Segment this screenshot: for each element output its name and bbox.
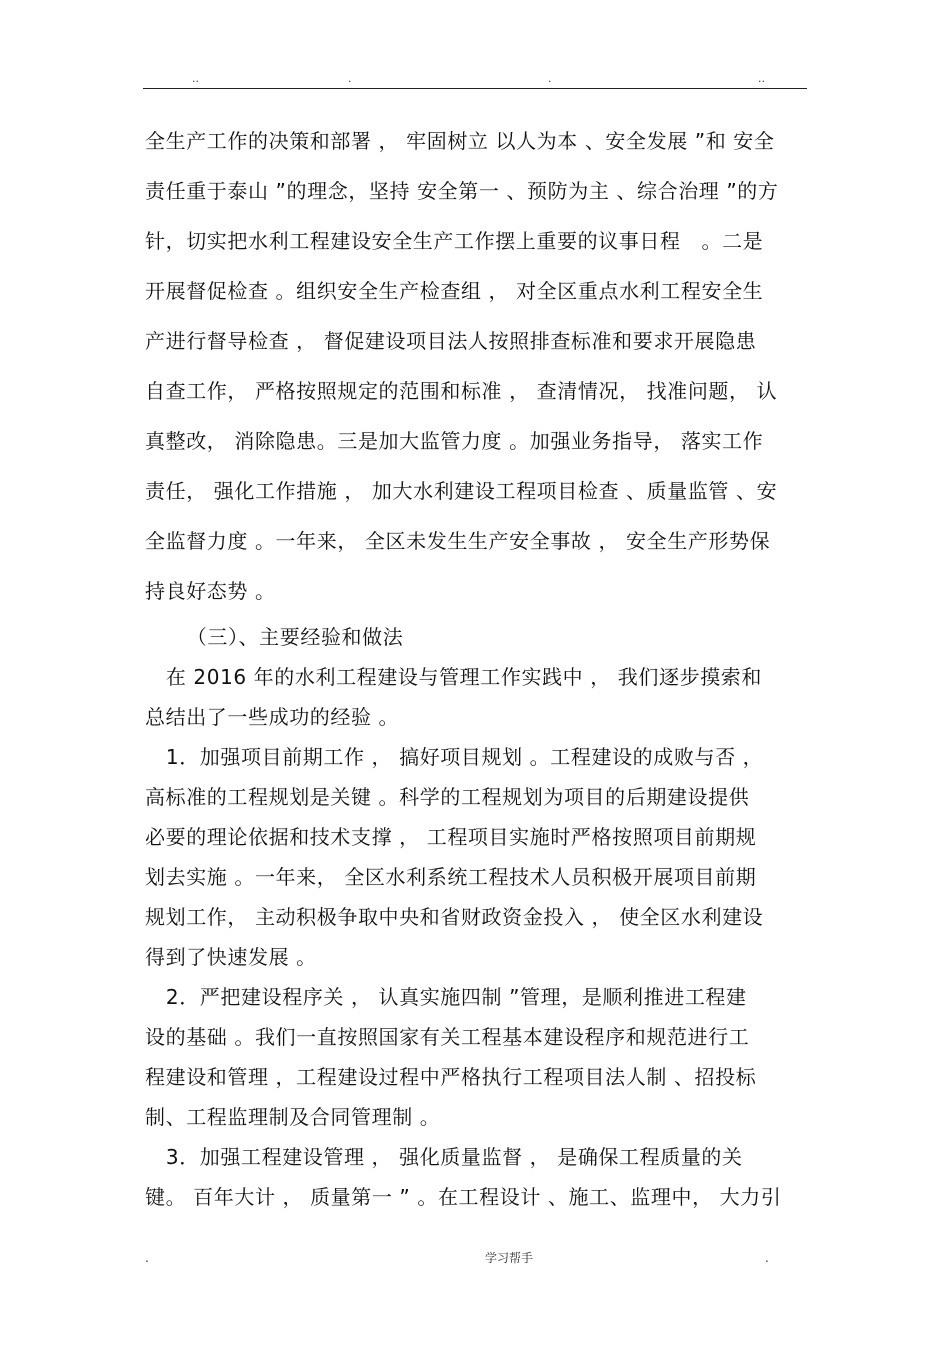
text-line: 必要的理论依据和技术支撑 ， 工程项目实施时严格按照项目前期规 [145, 825, 757, 849]
document-body [145, 120, 805, 1210]
text-line: 得到了快速发展 。 [145, 945, 317, 969]
text-line: 程建设和管理 ，工程建设过程中严格执行工程项目法人制 、招投标 [145, 1065, 757, 1089]
section-heading: （三）、主要经验和做法 [145, 625, 404, 649]
text-line: 全监督力度 。一年来， 全区未发生生产安全事故 ， 安全生产形势保 [145, 529, 771, 553]
text-line: 产进行督导检查 ， 督促建设项目法人按照排查标准和要求开展隐患 [145, 329, 757, 353]
text-line: 责任， 强化工作措施 ， 加大水利建设工程项目检查 、质量监管 、安 [145, 479, 778, 503]
text-line: 在 2016 年的水利工程建设与管理工作实践中 ， 我们逐步摸索和 [145, 665, 762, 689]
text-line: 持良好态势 。 [145, 579, 276, 603]
text-line: 针，切实把水利工程建设安全生产工作摆上重要的议事日程 。二是 [145, 229, 764, 253]
page-header [0, 72, 950, 86]
text-line: 责任重于泰山 ”的理念，坚持 安全第一 、预防为主 、综合治理 ”的方 [145, 179, 779, 203]
text-line: 2．严把建设程序关 ， 认真实施四制 ”管理，是顺利推进工程建 [145, 985, 747, 1009]
footer-label: 学习帮手 [485, 1251, 534, 1265]
header-divider [143, 88, 807, 89]
text-line: 设的基础 。我们一直按照国家有关工程基本建设程序和规范进行工 [145, 1025, 750, 1049]
text-line: 制、工程监理制及合同管理制 。 [145, 1105, 441, 1129]
text-line: 键。 百年大计 ， 质量第一 ” 。在工程设计 、施工、监理中， 大力引 [145, 1185, 782, 1209]
text-line: 开展督促检查 。组织安全生产检查组 ， 对全区重点水利工程安全生 [145, 279, 764, 303]
footer-right-mark: . [765, 1251, 769, 1265]
header-mark-4: .. [758, 72, 765, 85]
text-line: 1．加强项目前期工作 ， 搞好项目规划 。工程建设的成败与否 ， [145, 745, 764, 769]
text-line: 总结出了一些成功的经验 。 [145, 705, 400, 729]
header-mark-1: .. [192, 72, 199, 85]
text-line: 真整改， 消除隐患。三是加大监管力度 。加强业务指导， 落实工作 [145, 429, 764, 453]
header-mark-2: . [348, 72, 352, 85]
text-line: 高标准的工程规划是关键 。科学的工程规划为项目的后期建设提供 [145, 785, 750, 809]
text-line: 划去实施 。一年来， 全区水利系统工程技术人员积极开展项目前期 [145, 865, 757, 889]
page-footer [0, 1250, 950, 1266]
text-line: 全生产工作的决策和部署 ， 牢固树立 以人为本 、安全发展 ”和 安全 [145, 129, 775, 153]
text-line: 3．加强工程建设管理 ， 强化质量监督 ， 是确保工程质量的关 [145, 1145, 743, 1169]
header-mark-3: . [548, 72, 552, 85]
text-line: 规划工作， 主动积极争取中央和省财政资金投入 ， 使全区水利建设 [145, 905, 764, 929]
footer-left-mark: . [145, 1251, 149, 1265]
text-line: 自查工作， 严格按照规定的范围和标准 ， 查清情况， 找准问题， 认 [145, 379, 778, 403]
